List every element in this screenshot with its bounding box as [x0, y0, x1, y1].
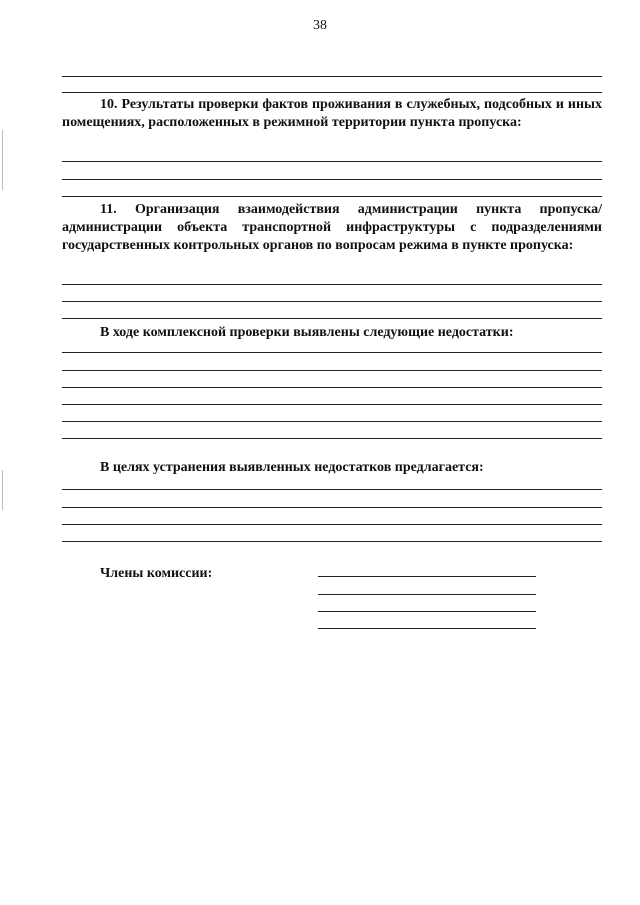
fill-line [62, 301, 602, 302]
fill-line [62, 318, 602, 319]
fill-line [62, 421, 602, 422]
page-number: 38 [313, 18, 327, 33]
fill-line [62, 179, 602, 180]
section-10-text: 10. Результаты проверки фактов проживания в служебных, подсобных и иных помещениях, расположенных в режимной территории пункта пропуска: [62, 97, 602, 130]
commission-label: Члены комиссии: [100, 566, 213, 581]
signature-line [318, 576, 536, 577]
fill-line [62, 387, 602, 388]
proposals-heading: В целях устранения выявленных недостатков предлагается: [100, 460, 484, 475]
signature-line [318, 611, 536, 612]
fill-line [62, 92, 602, 93]
scan-edge-mark [2, 130, 3, 190]
fill-line [62, 284, 602, 285]
fill-line [62, 352, 602, 353]
scan-edge-mark [2, 470, 3, 510]
fill-line [62, 161, 602, 162]
signature-line [318, 594, 536, 595]
signature-line [318, 628, 536, 629]
fill-line [62, 196, 602, 197]
fill-line [62, 524, 602, 525]
fill-line [62, 370, 602, 371]
fill-line [62, 541, 602, 542]
section-11-text: 11. Организация взаимодействия администрации пункта пропуска/ администрации объекта транспортной инфраструктуры с подразделениями государственных контрольных органов по вопросам режима в пункте пропуска: [62, 202, 602, 253]
fill-line [62, 438, 602, 439]
deficiencies-heading: В ходе комплексной проверки выявлены следующие недостатки: [100, 325, 514, 340]
fill-line [62, 404, 602, 405]
fill-line [62, 489, 602, 490]
fill-line [62, 507, 602, 508]
fill-line [62, 76, 602, 77]
